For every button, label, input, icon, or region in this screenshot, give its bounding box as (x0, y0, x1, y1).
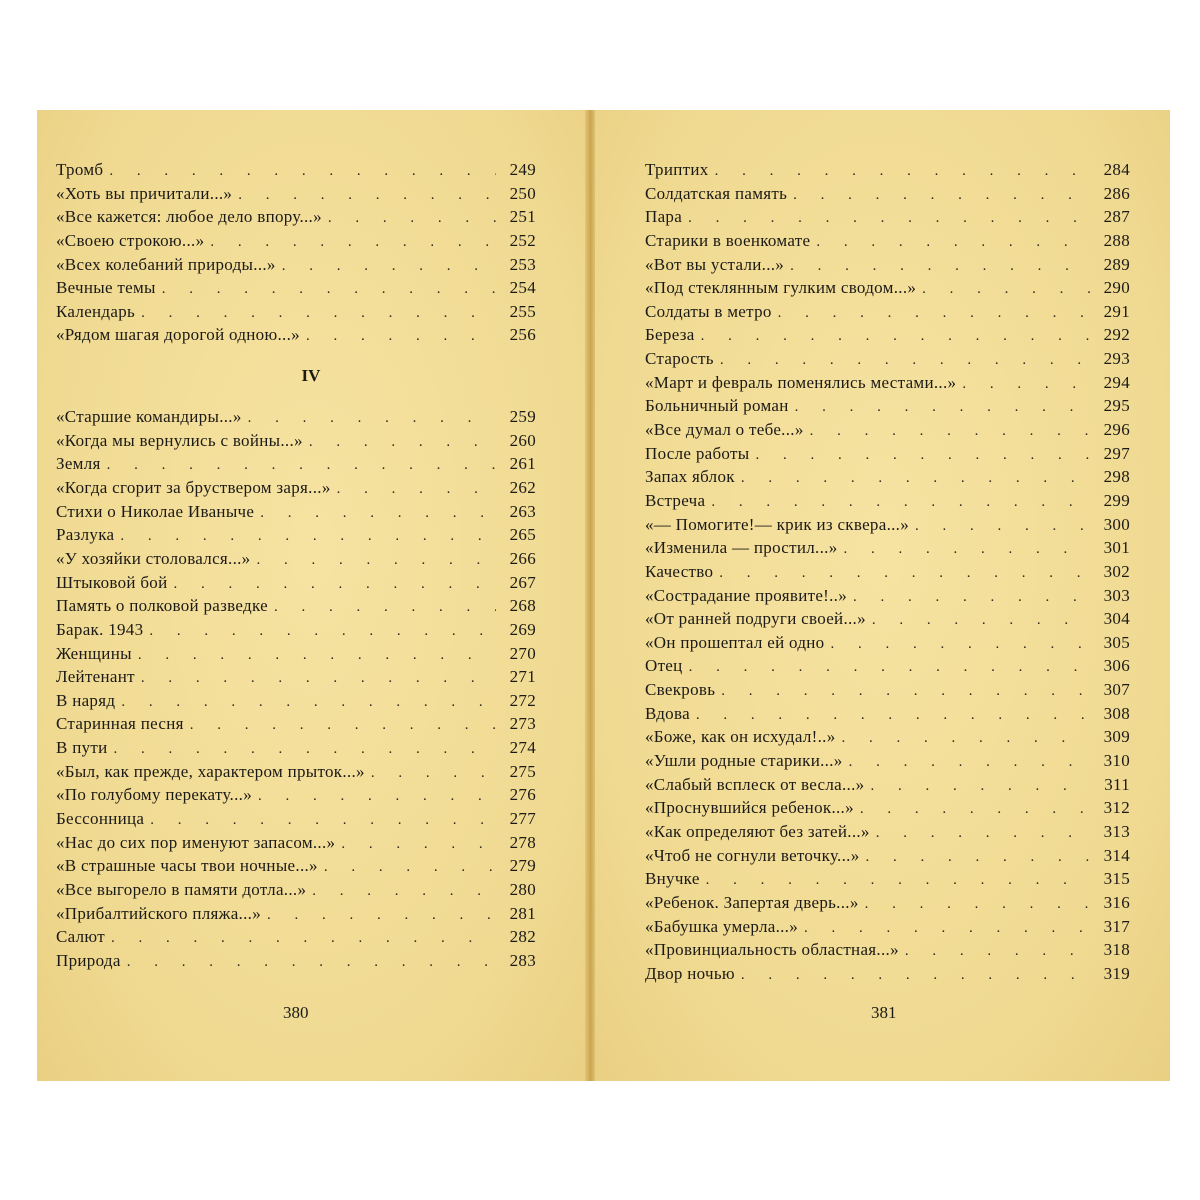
toc-entry (56, 712, 536, 736)
dot-leader (790, 255, 1090, 279)
toc-entry-title: Старость (645, 349, 714, 369)
toc-entry (645, 418, 1130, 442)
toc-entry-title: «Боже, как он исхудал!..» (645, 727, 836, 747)
toc-entry-title: Природа (56, 950, 121, 970)
dot-leader (274, 596, 496, 620)
dot-leader (174, 573, 496, 597)
toc-entry (56, 925, 536, 949)
toc-entry-page: 279 (509, 856, 536, 876)
toc-entry (56, 205, 536, 229)
toc-entry (645, 347, 1130, 371)
toc-entry-title: «Он прошептал ей одно (645, 632, 825, 652)
dot-leader (810, 420, 1090, 444)
toc-entry (645, 773, 1130, 797)
toc-entry (645, 158, 1130, 182)
toc-entry-title: Лейтенант (56, 667, 135, 687)
toc-entry-page: 310 (1103, 751, 1130, 771)
toc-entry-title: «Все кажется: любое дело впору...» (56, 207, 322, 227)
dot-leader (872, 609, 1090, 633)
toc-entry (645, 915, 1130, 939)
toc-entry-title: «Был, как прежде, характером прыток...» (56, 761, 365, 781)
toc-entry-title: «У хозяйки столовался...» (56, 548, 251, 568)
book-spread (37, 110, 1170, 1081)
toc-entry-page: 267 (509, 572, 536, 592)
toc-entry (645, 725, 1130, 749)
right-entries (645, 158, 1130, 985)
dot-leader (711, 491, 1090, 515)
toc-entry-title: Старики в военкомате (645, 230, 811, 250)
dot-leader (109, 160, 496, 184)
toc-entry-title: «В страшные часы твои ночные...» (56, 856, 318, 876)
toc-entry-title: В пути (56, 738, 108, 758)
toc-entry-title: Разлука (56, 525, 115, 545)
toc-entry (645, 253, 1130, 277)
toc-entry (56, 323, 536, 347)
toc-entry-title: Штыковой бой (56, 572, 168, 592)
dot-leader (267, 904, 496, 928)
toc-entry-page: 275 (509, 761, 536, 781)
dot-leader (720, 349, 1090, 373)
page-number-right: 381 (871, 1003, 897, 1022)
toc-entry (56, 831, 536, 855)
dot-leader (866, 846, 1091, 870)
toc-entry-page: 300 (1103, 514, 1130, 534)
dot-leader (804, 917, 1090, 941)
toc-entry (56, 500, 536, 524)
toc-entry-page: 272 (509, 690, 536, 710)
toc-entry-page: 315 (1103, 869, 1130, 889)
toc-entry-title: Барак. 1943 (56, 619, 144, 639)
toc-entry (645, 465, 1130, 489)
dot-leader (849, 751, 1090, 775)
dot-leader (860, 798, 1090, 822)
toc-entry (56, 949, 536, 973)
toc-entry (645, 749, 1130, 773)
dot-leader (853, 586, 1090, 610)
toc-entry-page: 271 (509, 667, 536, 687)
toc-entry-title: Запах яблок (645, 467, 735, 487)
toc-entry (56, 642, 536, 666)
toc-entry-title: После работы (645, 443, 750, 463)
toc-entry (645, 489, 1130, 513)
toc-entry (56, 665, 536, 689)
dot-leader (876, 822, 1090, 846)
dot-leader (282, 255, 496, 279)
toc-entry-page: 304 (1103, 609, 1130, 629)
toc-entry-title: «Все выгорело в памяти дотла...» (56, 879, 307, 899)
toc-entry-title: «Своею строкою...» (56, 230, 205, 250)
dot-leader (688, 207, 1090, 231)
toc-entry-page: 318 (1103, 940, 1130, 960)
toc-entry (645, 962, 1130, 986)
toc-entry (56, 476, 536, 500)
dot-leader (309, 431, 496, 455)
dot-leader (120, 525, 496, 549)
dot-leader (706, 869, 1090, 893)
toc-entry-title: Внучке (645, 869, 700, 889)
section-heading: IV (301, 366, 321, 386)
toc-entry-title: Триптих (645, 160, 709, 179)
dot-leader (141, 302, 496, 326)
toc-entry-page: 292 (1103, 325, 1130, 345)
toc-entry-page: 277 (509, 809, 536, 829)
dot-leader (328, 207, 496, 231)
toc-entry-page: 311 (1104, 774, 1130, 794)
toc-entry (645, 796, 1130, 820)
dot-leader (337, 478, 496, 502)
toc-entry-page: 256 (509, 325, 536, 345)
toc-entry-title: «Под стеклянным гулким сводом...» (645, 278, 917, 298)
toc-entry-page: 273 (509, 714, 536, 734)
toc-entry-page: 291 (1103, 301, 1130, 321)
toc-entry-title: «— Помогите!— крик из сквера...» (645, 514, 910, 534)
toc-entry-page: 294 (1103, 372, 1130, 392)
dot-leader (127, 951, 496, 975)
toc-entry-title: Встреча (645, 490, 706, 510)
toc-entry (645, 205, 1130, 229)
dot-leader (121, 691, 496, 715)
toc-entry (56, 429, 536, 453)
toc-entry (56, 618, 536, 642)
toc-entry (56, 594, 536, 618)
toc-entry-title: «Хоть вы причитали...» (56, 183, 233, 203)
toc-entry-title: Больничный роман (645, 396, 789, 416)
toc-entry (645, 820, 1130, 844)
toc-entry-page: 308 (1103, 703, 1130, 723)
toc-entry-title: «Бабушка умерла...» (645, 916, 799, 936)
dot-leader (715, 160, 1090, 184)
toc-entry-page: 263 (509, 501, 536, 521)
dot-leader (149, 620, 496, 644)
toc-entry-title: Память о полковой разведке (56, 596, 268, 616)
toc-entry-page: 251 (509, 207, 536, 227)
toc-entry-page: 254 (509, 278, 536, 298)
toc-entry-title: «Нас до сих пор именуют запасом...» (56, 832, 336, 852)
dot-leader (915, 515, 1090, 539)
toc-entry-page: 286 (1103, 183, 1130, 203)
toc-entry-title: «Слабый всплеск от весла...» (645, 774, 865, 794)
toc-entry-page: 309 (1103, 727, 1130, 747)
toc-entry-title: «Рядом шагая дорогой одною...» (56, 325, 300, 345)
toc-entry-title: «Когда мы вернулись с войны...» (56, 430, 303, 450)
left-page (37, 110, 589, 1081)
toc-entry-page: 314 (1103, 845, 1130, 865)
toc-entry-page: 250 (509, 183, 536, 203)
toc-entry (56, 783, 536, 807)
toc-entry-page: 281 (509, 903, 536, 923)
dot-leader (696, 704, 1090, 728)
dot-leader (870, 775, 1090, 799)
dot-leader (111, 927, 496, 951)
toc-entry-page: 313 (1103, 821, 1130, 841)
toc-entry (645, 631, 1130, 655)
dot-leader (190, 714, 496, 738)
toc-entry-title: Стихи о Николае Иваныче (56, 501, 255, 521)
toc-entry-page: 287 (1103, 207, 1130, 227)
dot-leader (210, 231, 496, 255)
toc-entry-page: 260 (509, 430, 536, 450)
toc-entry (645, 702, 1130, 726)
toc-entry (645, 323, 1130, 347)
toc-entry-page: 249 (509, 160, 536, 179)
dot-leader (922, 278, 1090, 302)
toc-entry (645, 844, 1130, 868)
toc-entry (56, 736, 536, 760)
toc-entry-title: «Когда сгорит за бруствером заря...» (56, 478, 331, 498)
dot-leader (778, 302, 1090, 326)
toc-entry (56, 452, 536, 476)
dot-leader (341, 833, 496, 857)
toc-entry-page: 298 (1103, 467, 1130, 487)
toc-entry (645, 867, 1130, 891)
toc-entry (645, 678, 1130, 702)
toc-entry-page: 317 (1103, 916, 1130, 936)
toc-entry-title: «Проснувшийся ребенок...» (645, 798, 854, 818)
right-page (595, 110, 1170, 1081)
dot-leader (962, 373, 1090, 397)
toc-entry (645, 229, 1130, 253)
dot-leader (238, 184, 496, 208)
toc-entry-page: 269 (509, 619, 536, 639)
page-number-left: 380 (283, 1003, 309, 1022)
right-toc (645, 158, 1130, 985)
toc-entry-title: Салют (56, 927, 105, 947)
dot-leader (138, 644, 496, 668)
toc-entry-page: 303 (1103, 585, 1130, 605)
toc-entry (56, 405, 536, 429)
toc-entry (645, 536, 1130, 560)
dot-leader (905, 940, 1090, 964)
dot-leader (248, 407, 496, 431)
toc-entry-title: «Ребенок. Запертая дверь...» (645, 892, 859, 912)
toc-entry-title: «Март и февраль поменялись местами...» (645, 372, 957, 392)
dot-leader (371, 762, 496, 786)
toc-entry (56, 547, 536, 571)
toc-entry (56, 760, 536, 784)
toc-entry-page: 293 (1103, 349, 1130, 369)
toc-entry-page: 307 (1103, 680, 1130, 700)
toc-entry (56, 902, 536, 926)
dot-leader (844, 538, 1090, 562)
toc-entry (56, 807, 536, 831)
toc-entry-page: 282 (509, 927, 536, 947)
toc-entry-title: Двор ночью (645, 963, 735, 983)
toc-entry (645, 182, 1130, 206)
toc-entry (56, 158, 536, 182)
toc-entry-title: «От ранней подруги своей...» (645, 609, 866, 629)
toc-entry-page: 295 (1103, 396, 1130, 416)
toc-entry-page: 296 (1103, 420, 1130, 440)
toc-entry-page: 265 (509, 525, 536, 545)
toc-entry (56, 571, 536, 595)
toc-entry-title: «По голубому перекату...» (56, 785, 252, 805)
toc-entry-title: Вдова (645, 703, 690, 723)
toc-entry-page: 299 (1103, 490, 1130, 510)
toc-entry-page: 319 (1103, 963, 1130, 983)
toc-entry-page: 306 (1103, 656, 1130, 676)
toc-entry-title: Вечные темы (56, 278, 156, 298)
toc-entry-page: 255 (509, 301, 536, 321)
dot-leader (162, 278, 496, 302)
toc-entry-page: 290 (1103, 278, 1130, 298)
toc-entry-page: 316 (1103, 892, 1130, 912)
toc-entry-title: Старинная песня (56, 714, 184, 734)
toc-entry-title: Женщины (56, 643, 132, 663)
toc-entry-page: 262 (509, 478, 536, 498)
toc-entry-title: «Прибалтийского пляжа...» (56, 903, 262, 923)
toc-entry-title: Качество (645, 561, 714, 581)
toc-entry-title: «Провинциальность областная...» (645, 940, 899, 960)
toc-entry-title: «Всех колебаний природы...» (56, 254, 276, 274)
toc-entry (56, 182, 536, 206)
toc-entry-title: В наряд (56, 690, 116, 710)
dot-leader (150, 809, 496, 833)
toc-entry (645, 584, 1130, 608)
toc-entry-page: 278 (509, 832, 536, 852)
toc-entry (645, 560, 1130, 584)
toc-entry-page: 253 (509, 254, 536, 274)
toc-entry-page: 305 (1103, 632, 1130, 652)
toc-entry (56, 689, 536, 713)
dot-leader (258, 785, 496, 809)
dot-leader (741, 467, 1090, 491)
toc-entry-title: «Все думал о тебе...» (645, 420, 804, 440)
dot-leader (107, 454, 496, 478)
toc-entry (645, 394, 1130, 418)
dot-leader (755, 444, 1090, 468)
toc-entry (645, 607, 1130, 631)
toc-entry (645, 371, 1130, 395)
dot-leader (324, 856, 496, 880)
dot-leader (689, 656, 1090, 680)
toc-entry-title: Солдаты в метро (645, 301, 772, 321)
dot-leader (816, 231, 1090, 255)
dot-leader (842, 727, 1091, 751)
dot-leader (830, 633, 1090, 657)
toc-entry-page: 289 (1103, 254, 1130, 274)
dot-leader (312, 880, 496, 904)
dot-leader (741, 964, 1090, 988)
toc-entry-title: «Ушли родные старики...» (645, 751, 843, 771)
toc-entry (645, 300, 1130, 324)
dot-leader (256, 549, 496, 573)
toc-entry (56, 878, 536, 902)
toc-entry-title: «Сострадание проявите!..» (645, 585, 848, 605)
toc-entry-title: «Вот вы устали...» (645, 254, 785, 274)
toc-entry (645, 276, 1130, 300)
dot-leader (719, 562, 1090, 586)
left-entries-before (56, 158, 536, 347)
dot-leader (721, 680, 1090, 704)
toc-entry (56, 854, 536, 878)
left-toc (56, 158, 536, 973)
toc-entry-title: «Изменила — простил...» (645, 538, 838, 558)
dot-leader (114, 738, 496, 762)
toc-entry-page: 276 (509, 785, 536, 805)
toc-entry-page: 288 (1103, 230, 1130, 250)
toc-entry-page: 301 (1103, 538, 1130, 558)
toc-entry-page: 302 (1103, 561, 1130, 581)
toc-entry-page: 274 (509, 738, 536, 758)
toc-entry-title: Солдатская память (645, 183, 788, 203)
toc-entry-title: «Чтоб не согнули веточку...» (645, 845, 860, 865)
toc-entry (56, 300, 536, 324)
toc-entry-page: 268 (509, 596, 536, 616)
dot-leader (260, 502, 496, 526)
toc-entry-page: 297 (1103, 443, 1130, 463)
toc-entry (645, 442, 1130, 466)
toc-entry (56, 276, 536, 300)
toc-entry-page: 261 (509, 454, 536, 474)
toc-entry-page: 280 (509, 879, 536, 899)
toc-entry (645, 513, 1130, 537)
toc-entry-page: 266 (509, 548, 536, 568)
toc-entry-page: 252 (509, 230, 536, 250)
toc-entry-title: Бессонница (56, 809, 145, 829)
dot-leader (141, 667, 496, 691)
dot-leader (701, 325, 1090, 349)
toc-entry (645, 891, 1130, 915)
dot-leader (793, 184, 1090, 208)
dot-leader (865, 893, 1090, 917)
toc-entry-title: Тромб (56, 160, 104, 179)
toc-entry (56, 253, 536, 277)
left-entries-after (56, 405, 536, 972)
toc-entry-title: «Как определяют без затей...» (645, 821, 870, 841)
toc-entry-title: Береза (645, 325, 695, 345)
toc-entry-title: Отец (645, 656, 683, 676)
toc-entry-title: Календарь (56, 301, 136, 321)
toc-entry-title: Земля (56, 454, 101, 474)
toc-entry-page: 312 (1103, 798, 1130, 818)
toc-entry-page: 283 (509, 950, 536, 970)
toc-entry-title: Свекровь (645, 680, 716, 700)
toc-entry (56, 523, 536, 547)
dot-leader (795, 396, 1090, 420)
toc-entry-title: Пара (645, 207, 683, 227)
toc-entry (56, 229, 536, 253)
toc-entry-page: 259 (509, 407, 536, 427)
dot-leader (306, 325, 496, 349)
toc-entry-page: 284 (1103, 160, 1130, 179)
toc-entry-title: «Старшие командиры...» (56, 407, 242, 427)
toc-entry-page: 270 (509, 643, 536, 663)
toc-entry (645, 938, 1130, 962)
toc-entry (645, 654, 1130, 678)
